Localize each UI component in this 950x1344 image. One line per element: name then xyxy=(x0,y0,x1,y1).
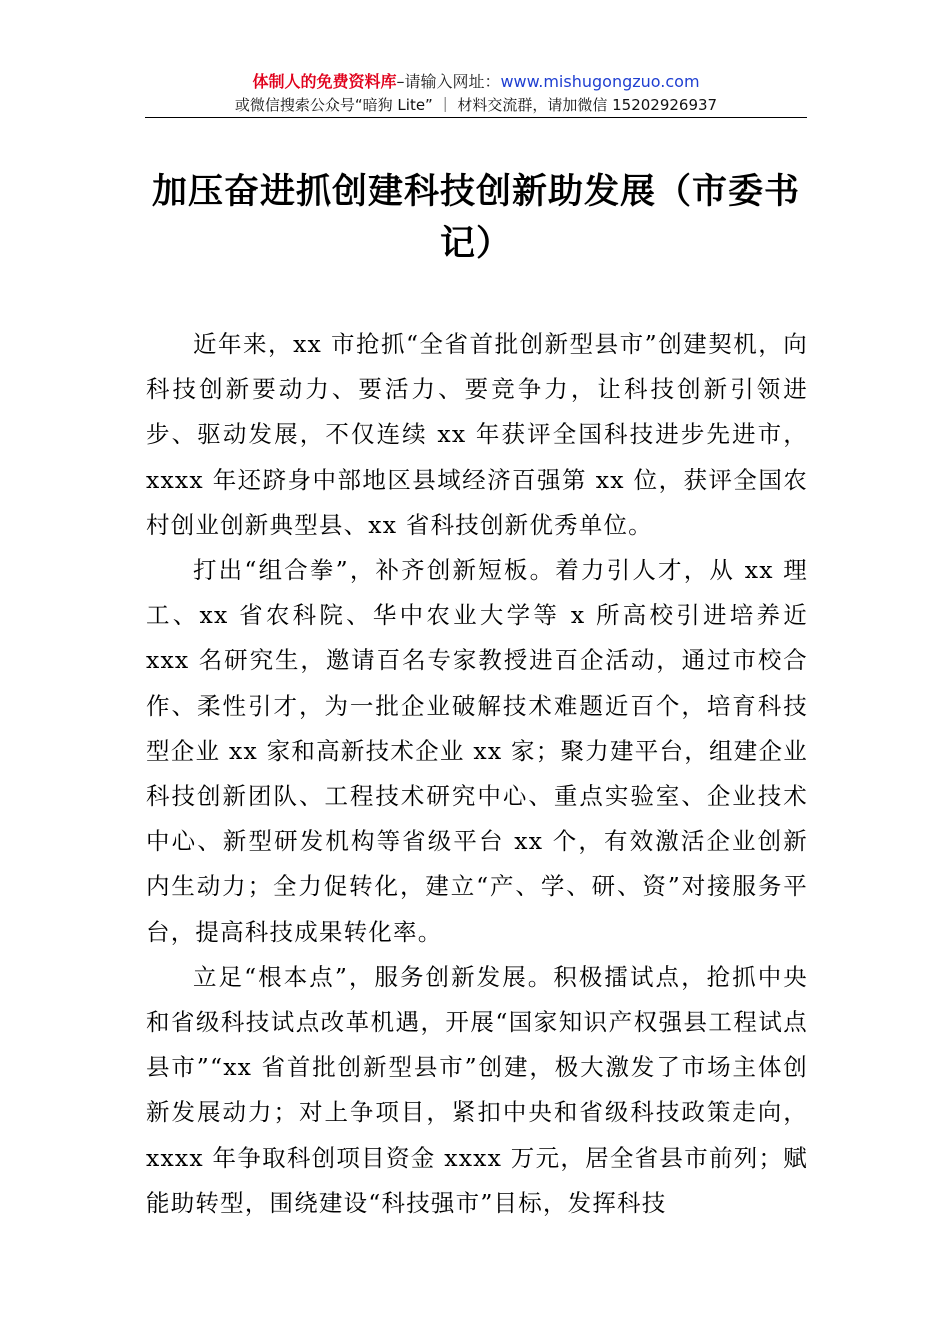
page-header xyxy=(145,70,807,116)
paragraph-combination: 打出“组合拳”，补齐创新短板。着力引人才，从 xx 理工、xx 省农科院、华中农业大学等 x 所高校引进培养近 xxx 名研究生，邀请百名专家教授进百企活动，通过市校合作、柔性引才，为一批企业破解技术难题近百个，培育科技型企业 xx 家和高新技术企业 xx 家；聚力建平台，组建企业科技创新团队、工程技术研究中心、重点实验室、企业技术中心、新型研发机构等省级平台 xx 个，有效激活企业创新内生动力；全力促转化，建立“产、学、研、资”对接服务平台，提高科技成果转化率。 xyxy=(146,556,808,946)
document-title: 加压奋进抓创建科技创新助发展（市委书记） xyxy=(151,171,800,264)
paragraph-foundation: 立足“根本点”，服务创新发展。积极擂试点，抢抓中央和省级科技试点改革机遇，开展“国家知识产权强县工程试点县市”“xx 省首批创新型县市”创建，极大激发了市场主体创新发展动力；对上争项目，紧扣中央和省级科技政策走向，xxxx 年争取科创项目资金 xxxx 万元，居全省县市前列；赋能助转型，围绕建设“科技强市”目标，发挥科技 xyxy=(146,962,808,1217)
paragraph-intro: 近年来，xx 市抢抓“全省首批创新型县市”创建契机，向科技创新要动力、要活力、要竞争力，让科技创新引领进步、驱动发展，不仅连续 xx 年获评全国科技进步先进市，xxxx 年还跻身中部地区县域经济百强第 xx 位，获评全国农村创业创新典型县、xx 省科技创新优秀单位。 xyxy=(146,330,808,539)
header-divider xyxy=(145,117,807,118)
site-url-link[interactable]: www.mishugongzuo.com xyxy=(500,72,700,91)
document-body xyxy=(146,322,808,1226)
brand-name: 体制人的免费资料库 xyxy=(252,72,397,91)
header-line-1 xyxy=(145,70,807,94)
url-prompt: –请输入网址： xyxy=(396,72,501,91)
header-line-2: 或微信搜索公众号“暗狗 Lite” ｜ 材料交流群，请加微信 15202926937 xyxy=(234,96,718,114)
